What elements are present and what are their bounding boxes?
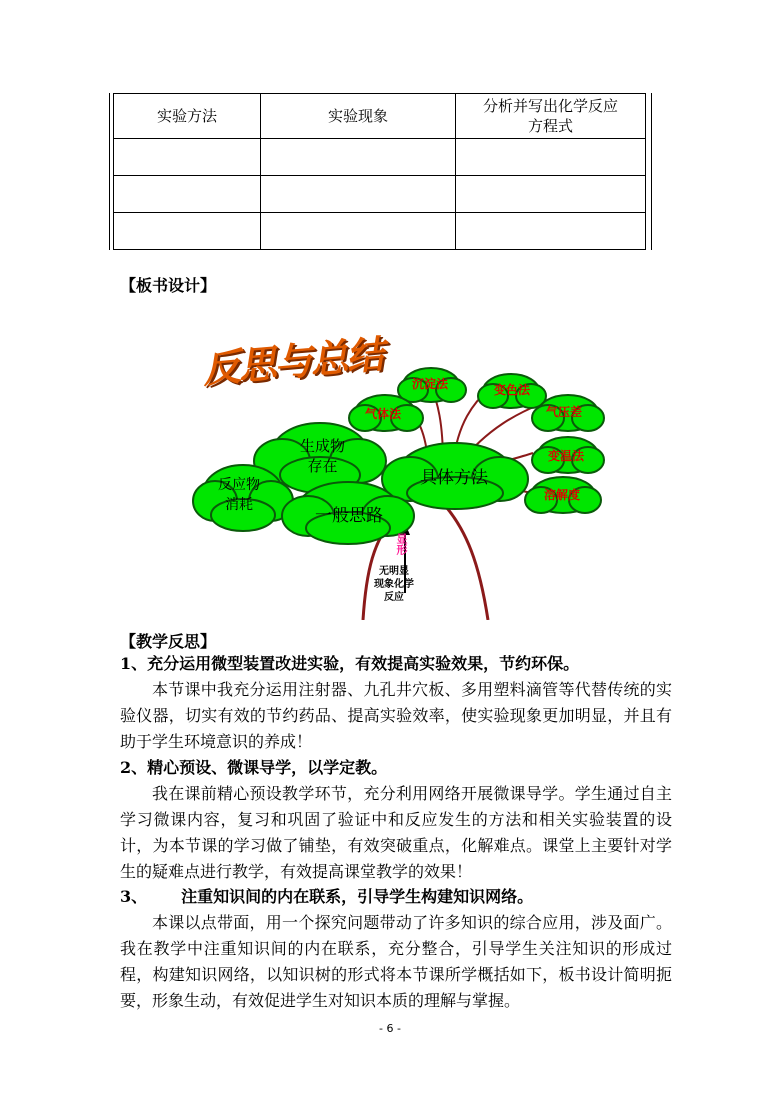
experiment-table [113,93,646,250]
table-cell[interactable] [114,139,261,176]
method-temperature-change: 变温法 [548,449,585,463]
table-outer-left-border [109,93,112,250]
board-design-title: 【板书设计】 [120,276,217,295]
header-analysis-line1: 分析并写出化学反应 [482,97,618,115]
product-exists-label [300,436,345,476]
table-cell[interactable] [456,139,646,176]
point3-body: 本课以点带面，用一个探究问题带动了许多知识的综合应用，涉及面广。我在教学中注重知识间的内在联系，充分整合，引导学生关注知识的形成过程，构建知识网络，以知识树的形式将本节课所学概括如下，板书设计简明扼要，形象生动，有效促进学生对知识本质的理解与掌握。 [120,913,672,1010]
root-label-line1: 无明显 [379,566,409,577]
point1-body: 本节课中我充分运用注射器、九孔井穴板、多用塑料滴管等代替传统的实验仪器，切实有效的节约药品、提高实验效率，使实验现象更加明显，并且有助于学生环境意识的养成！ [120,680,672,751]
product-exists-line2: 存在 [307,457,338,475]
method-precipitation: 沉淀法 [412,377,449,391]
method-pressure-difference: 气压差 [546,405,583,419]
table-cell[interactable] [456,213,646,250]
reflection-title: 【教学反思】 [120,632,217,651]
point1-heading: 1、充分运用微型装置改进实验，有效提高实验效果，节约环保。 [120,654,580,673]
table-row [114,176,646,213]
table-cell[interactable] [456,176,646,213]
table-cell[interactable] [261,176,456,213]
page-number: - 6 - [379,1022,401,1035]
root-label-line3: 反应 [384,592,404,603]
table-cell[interactable] [261,139,456,176]
method-solubility: 溶解度 [544,488,581,502]
table-header-row [114,94,646,139]
header-phenomenon: 实验现象 [261,94,456,139]
header-analysis-line2: 方程式 [527,117,573,135]
specific-methods-label: 具体方法 [420,468,488,488]
table-cell[interactable] [114,176,261,213]
point3-heading: 注重知识间的内在联系，引导学生构建知识网络。 [181,887,534,906]
reactant-consumed-label [218,475,260,515]
method-gas: 气体法 [365,407,402,421]
point3-heading-line [120,884,672,910]
table-row [114,213,646,250]
trunk-label-visible: 显形 [395,533,408,555]
table-outer-right-border [649,93,652,250]
point2-body: 我在课前精心预设教学环节，充分利用网络开展微课导学。学生通过自主学习微课内容，复习和巩固了验证中和反应发生的方法和相关实验装置的设计，为本节课的学习做了铺垫，有效突破重点，化解难点。课堂上主要针对学生的疑难点进行教学，有效提高课堂教学的效果！ [120,784,672,881]
table-cell[interactable] [261,213,456,250]
knowledge-tree-diagram [188,323,618,620]
table-row [114,139,646,176]
root-label [374,565,414,604]
root-label-line2: 现象化学 [374,579,414,590]
header-analysis [456,94,646,139]
point3-number: 3、 [120,887,148,906]
header-method: 实验方法 [114,94,261,139]
general-approach-label: 一般思路 [315,506,383,526]
table-cell[interactable] [114,213,261,250]
reactant-consumed-line2: 消耗 [225,497,253,513]
product-exists-line1: 生成物 [300,437,346,455]
method-color-change: 变色法 [494,383,531,397]
point2-heading: 2、精心预设、微课导学，以学定教。 [120,758,388,777]
reactant-consumed-line1: 反应物 [218,477,260,493]
tree-banner-title: 反思与总结 [200,332,384,392]
